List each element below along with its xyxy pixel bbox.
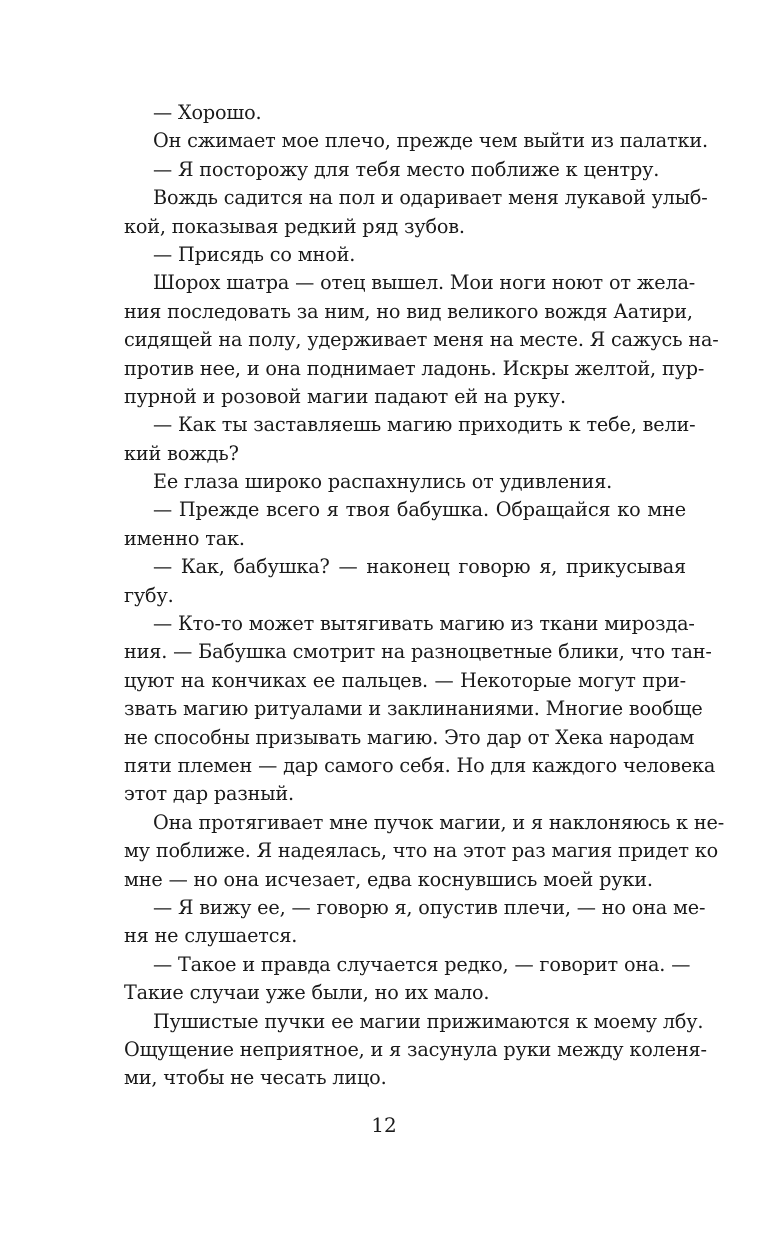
page-number: 12 (371, 1113, 397, 1137)
text-line: именно так. (124, 526, 245, 550)
text-line: Вождь садится на пол и одаривает меня лукавой улыб- (153, 186, 708, 210)
text-line: Он сжимает мое плечо, прежде чем выйти из палатки. (153, 129, 708, 153)
text-line: пурной и розовой магии падают ей на руку. (124, 384, 566, 408)
text-line: сидящей на полу, удерживает меня на месте. Я сажусь на- (124, 328, 719, 352)
text-line: кий вождь? (124, 441, 239, 465)
text-line: не способны призывать магию. Это дар от Хека народам (124, 725, 695, 749)
text-line: цуют на кончиках ее пальцев. — Некоторые могут при- (124, 668, 686, 692)
text-line: — Я вижу ее, — говорю я, опустив плечи, — но она ме- (153, 895, 706, 919)
text-line: Она протягивает мне пучок магии, и я наклоняюсь к не- (153, 810, 725, 834)
text-line: звать магию ритуалами и заклинаниями. Многие вообще (124, 697, 703, 721)
text-line: Такие случаи уже были, но их мало. (124, 981, 490, 1005)
text-line: Ее глаза широко распахнулись от удивления. (153, 470, 613, 494)
text-line: — Такое и правда случается редко, — говорит она. — (153, 952, 691, 976)
text-line: губу. (124, 583, 174, 607)
body-text (124, 99, 725, 1093)
text-line: кой, показывая редкий ряд зубов. (124, 214, 465, 238)
text-line: ня не слушается. (124, 924, 298, 948)
text-line: му поближе. Я надеялась, что на этот раз магия придет ко (124, 839, 718, 863)
text-line: против нее, и она поднимает ладонь. Искры желтой, пур- (124, 356, 705, 380)
text-line: — Как ты заставляешь магию приходить к тебе, вели- (153, 413, 696, 437)
text-line: ния последовать за ним, но вид великого вождя Аатири, (124, 299, 693, 323)
text-line: Пушистые пучки ее магии прижимаются к моему лбу. (153, 1009, 704, 1033)
text-line: — Как, бабушка? — наконец говорю я, прикусывая (153, 555, 686, 579)
text-line: Шорох шатра — отец вышел. Мои ноги ноют от жела- (153, 271, 696, 295)
text-line: — Я посторожу для тебя место поближе к центру. (153, 157, 660, 181)
text-line: — Прежде всего я твоя бабушка. Обращайся ко мне (153, 498, 686, 522)
text-line: — Хорошо. (153, 101, 262, 124)
text-line: мне — но она исчезает, едва коснувшись моей руки. (124, 867, 653, 891)
text-line: Ощущение неприятное, и я засунула руки между коленя- (124, 1037, 707, 1061)
text-line: — Присядь со мной. (153, 242, 356, 266)
text-line: ния. — Бабушка смотрит на разноцветные блики, что тан- (124, 640, 712, 664)
text-line: ми, чтобы не чесать лицо. (124, 1066, 387, 1090)
text-line: этот дар разный. (124, 782, 294, 806)
text-line: — Кто-то может вытягивать магию из ткани мирозда- (153, 612, 695, 636)
text-line: пяти племен — дар самого себя. Но для каждого человека (124, 753, 716, 777)
